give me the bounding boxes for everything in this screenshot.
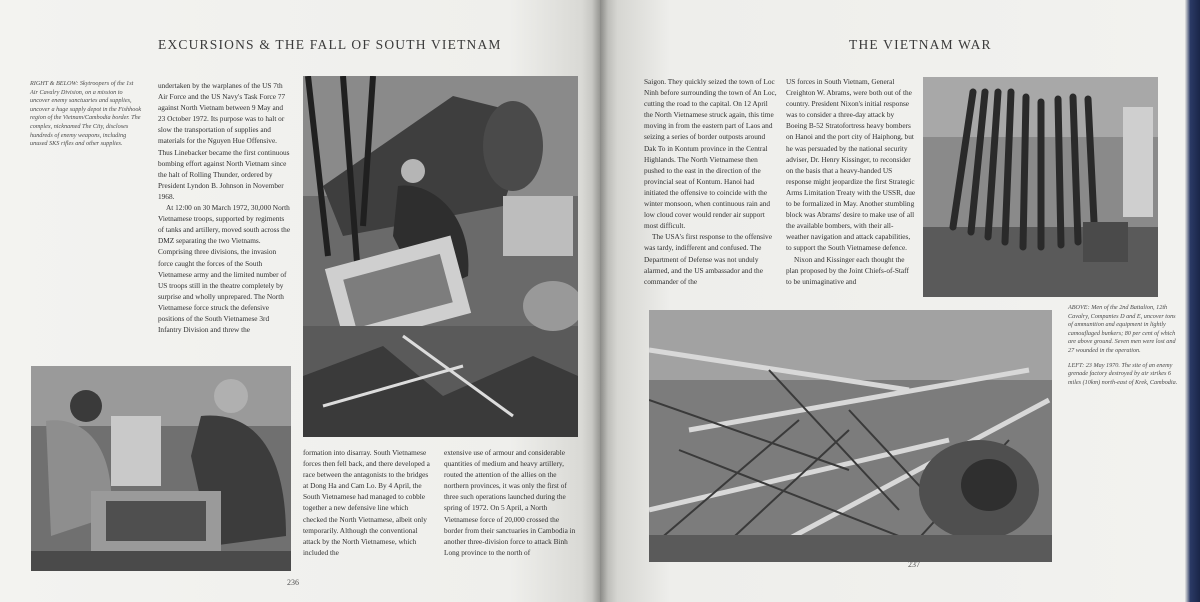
right-running-head: THE VIETNAM WAR [849,37,992,52]
paragraph: The USA's first response to the offensive was tardy, indifferent and confused. The Department of Defense was not unduly alarmed, and the US ambassador and the commander of the [644,232,772,286]
right-page [600,0,1185,602]
right-photo-captions [1068,304,1178,393]
book-spine-shadow [592,0,608,602]
paragraph: undertaken by the warplanes of the US 7th Air Force and the US Navy's Task Force 77 against North Vietnam between 9 May and 23 October 1972. Its purpose was to halt or slow the transportation of supplies and materials for the Nguyen Hue Offensive. Thus Linebacker became the first continuous bombing effort against North Vietnam since the halt of Rolling Thunder, ordered by President Lyndon B. Johnson in November 1968. [158,81,290,201]
photo-soldiers-ammunition [31,366,291,571]
caption-text: RIGHT & BELOW: Skytroopers of the 1st Air Cavalry Division, on a mission to uncover enemy sanctuaries and supplies, uncover a huge supply depot in the Fishhook region of the Vietnam/Cambodia border. The complex, nicknamed The City, discloses hundreds of enemy weapons, including unused SKS rifles and other supplies. [30,80,142,148]
left-running-head: EXCURSIONS & THE FALL OF SOUTH VIETNAM [158,37,502,52]
left-page-number: 236 [287,578,299,587]
paragraph: formation into disarray. South Vietnamese forces then fell back, and there developed a race between the antagonists to the bridges at Dong Ha and Cam Lo. By 4 April, the South Vietnamese had managed to cobble together a new defensive line which checked the North Vietnamese, albeit only temporarily. Although the conventional attack by the North Vietnamese, which included the [303,448,430,557]
photo-captured-rifles [923,77,1158,297]
left-text-column-3 [444,447,578,571]
photo-soldiers-supply-depot [303,76,578,437]
book-cover-edge [1185,0,1200,602]
left-text-column-1 [158,80,292,365]
right-text-column-1 [644,76,778,308]
right-page-number: 237 [908,560,920,569]
photo-destroyed-grenade-factory [649,310,1052,562]
paragraph: At 12:00 on 30 March 1972, 30,000 North Vietnamese troops, supported by regiments of tanks and artillery, moved south across the DMZ separating the two Vietnams. Comprising three divisions, the invasion force caught the forces of the South Vietnamese army and the limited number of US troops still in the theatre completely by surprise and wholly unprepared. The North Vietnamese force struck the defensive positions of the South Vietnamese 3rd Infantry Division and threw the [158,203,291,335]
paragraph: extensive use of armour and considerable quantities of medium and heavy artillery, routed the attention of the allies on the northern provinces, it was only the first of three such operations launched during the spring of 1972. On 5 April, a North Vietnamese force of 20,000 crossed the border from their sanctuaries in Cambodia in another three-division force to attack Binh Long province to the north of [444,448,576,557]
left-photo-caption [30,80,142,155]
paragraph: Nixon and Kissinger each thought the plan proposed by the Joint Chiefs-of-Staff to be unimaginative and [786,254,909,286]
caption-left: LEFT: 23 May 1970. The site of an enemy grenade factory destroyed by air strikes 6 miles (10km) north-east of Krek, Cambodia. [1068,361,1178,386]
paragraph: Saigon. They quickly seized the town of Loc Ninh before surrounding the town of An Loc, cutting the road to the capital. On 12 April the North Vietnamese struck again, this time moving in from the eastern part of Laos and seizing a series of border outposts around Dak To in Kontum province in the Central Highlands. The North Vietnamese then pushed to the east in the direction of the provincial seat of Kontum. Hanoi had initiated the offensive to coincide with the winter monsoon, when continuous rain and low cloud cover would render air support most difficult. [644,77,777,231]
right-text-column-2 [786,76,916,308]
paragraph: US forces in South Vietnam, General Creighton W. Abrams, were both out of the country. President Nixon's initial response was to consider a three-day attack by Boeing B-52 Stratofortress heavy bombers on Hanoi and the port city of Haiphong, but he was persuaded by the national security adviser, Dr. Henry Kissinger, to reconsider on the basis that a heavy-handed US response might jeopardize the first Strategic Arms Limitation Treaty with the USSR, due to be formalized in May. Another stumbling block was Abrams' desire to make use of all the available bombers, with their all-weather navigation and attack capabilities, to support the South Vietnamese defence. [786,77,916,253]
left-text-column-2 [303,447,433,571]
caption-above: ABOVE: Men of the 2nd Battalion, 12th Cavalry, Companies D and E, uncover tons of ammunition and equipment in lightly camouflaged bunkers; 80 per cent of which are above ground. Seven men were lost and 27 wounded in the operation. [1068,304,1176,354]
